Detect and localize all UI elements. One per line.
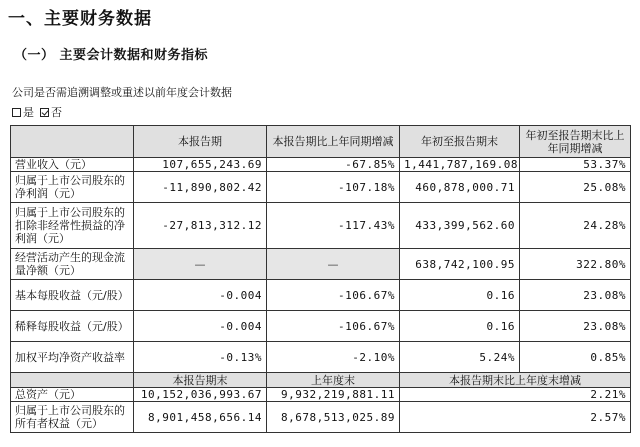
table-row (11, 402, 631, 433)
cell-value: -11,890,802.42 (134, 172, 267, 203)
cell-value: 23.08% (520, 311, 631, 342)
table-row (11, 342, 631, 373)
cell-value: 0.85% (520, 342, 631, 373)
cell-value: -0.004 (134, 280, 267, 311)
cell-value: 25.08% (520, 172, 631, 203)
financial-data-table (10, 125, 631, 433)
table-subheader-row (11, 373, 631, 388)
section-title: 一、主要财务数据 (8, 9, 152, 29)
checkbox-yes[interactable] (12, 108, 21, 117)
header-ytd-change: 年初至报告期末比上年同期增减 (520, 126, 631, 158)
header-ytd: 年初至报告期末 (400, 126, 520, 158)
cell-value: 10,152,036,993.67 (134, 388, 267, 402)
option-no-label: 否 (51, 106, 62, 119)
cell-value: 0.16 (400, 280, 520, 311)
checkbox-no[interactable] (40, 108, 49, 117)
row-label: 归属于上市公司股东的扣除非经常性损益的净利润（元） (11, 203, 134, 249)
cell-value: 23.08% (520, 280, 631, 311)
cell-value: -0.13% (134, 342, 267, 373)
table-row (11, 172, 631, 203)
header-period-end: 本报告期末 (134, 373, 267, 388)
cell-value: 5.24% (400, 342, 520, 373)
cell-value: 460,878,000.71 (400, 172, 520, 203)
row-label: 归属于上市公司股东的净利润（元） (11, 172, 134, 203)
cell-value: -106.67% (267, 280, 400, 311)
cell-value-na: — (267, 249, 400, 280)
table-row (11, 158, 631, 172)
cell-value: 2.21% (400, 388, 631, 402)
cell-value: 322.80% (520, 249, 631, 280)
cell-value: 0.16 (400, 311, 520, 342)
header-prior-year-end: 上年度末 (267, 373, 400, 388)
cell-value: -67.85% (267, 158, 400, 172)
cell-value: 8,678,513,025.89 (267, 402, 400, 433)
subsection-title: （一） 主要会计数据和财务指标 (14, 48, 209, 63)
table-row (11, 249, 631, 280)
cell-value: 53.37% (520, 158, 631, 172)
cell-value: -0.004 (134, 311, 267, 342)
restatement-options (12, 104, 62, 120)
cell-value: 2.57% (400, 402, 631, 433)
table-row (11, 388, 631, 402)
cell-value: 9,932,219,881.11 (267, 388, 400, 402)
table-row (11, 311, 631, 342)
table-row (11, 203, 631, 249)
header-period-end-change: 本报告期末比上年度末增减 (400, 373, 631, 388)
row-label: 营业收入（元） (11, 158, 134, 172)
header-blank (11, 126, 134, 158)
cell-value: -2.10% (267, 342, 400, 373)
row-label: 基本每股收益（元/股） (11, 280, 134, 311)
row-label: 经营活动产生的现金流量净额（元） (11, 249, 134, 280)
cell-value: 433,399,562.60 (400, 203, 520, 249)
cell-value: -117.43% (267, 203, 400, 249)
cell-value: -107.18% (267, 172, 400, 203)
cell-value: 638,742,100.95 (400, 249, 520, 280)
header-current-period: 本报告期 (134, 126, 267, 158)
cell-value-na: — (134, 249, 267, 280)
cell-value: 24.28% (520, 203, 631, 249)
option-yes-label: 是 (23, 106, 34, 119)
subheader-blank (11, 373, 134, 388)
cell-value: 8,901,458,656.14 (134, 402, 267, 433)
header-current-change: 本报告期比上年同期增减 (267, 126, 400, 158)
table-row (11, 280, 631, 311)
cell-value: -27,813,312.12 (134, 203, 267, 249)
row-label: 稀释每股收益（元/股） (11, 311, 134, 342)
cell-value: 107,655,243.69 (134, 158, 267, 172)
row-label: 归属于上市公司股东的所有者权益（元） (11, 402, 134, 433)
cell-value: 1,441,787,169.08 (400, 158, 520, 172)
cell-value: -106.67% (267, 311, 400, 342)
option-yes[interactable] (12, 104, 34, 120)
option-no[interactable] (40, 104, 62, 120)
row-label: 加权平均净资产收益率 (11, 342, 134, 373)
row-label: 总资产（元） (11, 388, 134, 402)
table-header-row (11, 126, 631, 158)
restatement-question: 公司是否需追溯调整或重述以前年度会计数据 (12, 86, 232, 99)
